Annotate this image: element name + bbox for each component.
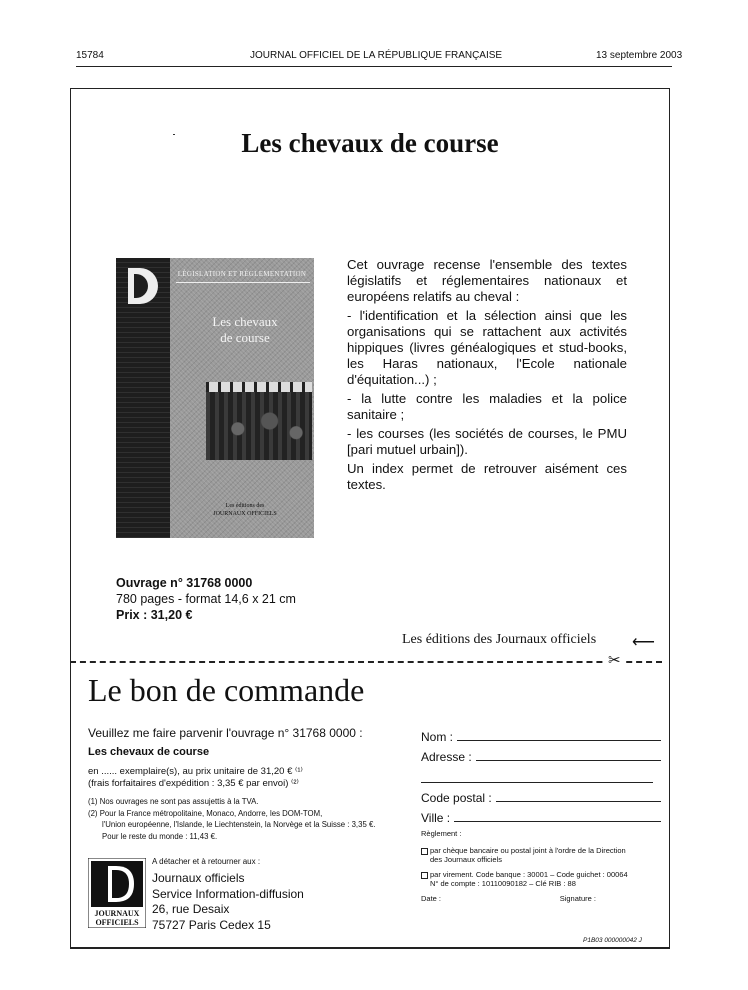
book-cover-title-line1: Les chevaux xyxy=(212,314,278,329)
code-postal-field[interactable] xyxy=(421,785,661,805)
description-index: Un index permet de retrouver aisément ces textes. xyxy=(347,461,627,492)
speck xyxy=(173,134,175,135)
payment-option-cheque[interactable] xyxy=(421,846,661,864)
cheque-checkbox[interactable] xyxy=(421,848,428,855)
date-label: Date : xyxy=(421,894,442,903)
book-format: 780 pages - format 14,6 x 21 cm xyxy=(116,592,296,606)
code-postal-label: Code postal : xyxy=(421,791,492,805)
book-cover-title xyxy=(180,314,310,346)
address-line-4: 75727 Paris Cedex 15 xyxy=(152,917,271,932)
description-item-identification: - l'identification et la sélection ainsi que les organisations qui se rattachent aux activités hippiques (livres généalogiques et stud-books, les Haras nationaux, l'Ecole nationale d'équitation...) ; xyxy=(347,308,627,387)
scissors-icon: ✂ xyxy=(608,652,621,669)
shipping-line: (frais forfaitaires d'expédition : 3,35 € par envoi) ⁽²⁾ xyxy=(88,778,299,789)
book-description xyxy=(347,257,627,496)
description-item-courses: - les courses (les sociétés de courses, le PMU [pari mutuel urbain]). xyxy=(347,426,627,457)
reference-number: Ouvrage n° 31768 0000 xyxy=(116,576,253,590)
arrow-left-icon: ⟵ xyxy=(632,634,655,651)
book-cover-publisher xyxy=(190,502,300,518)
journaux-officiels-logo xyxy=(88,858,146,928)
footnote-1: (1) Nos ouvrages ne sont pas assujettis à la TVA. xyxy=(88,797,259,806)
page-number: 15784 xyxy=(76,50,104,61)
nom-label: Nom : xyxy=(421,730,454,744)
publisher-credit: Les éditions des Journaux officiels xyxy=(402,632,597,647)
ville-input-line[interactable] xyxy=(454,821,661,822)
header-rule xyxy=(76,66,672,67)
cheque-label-1: par chèque bancaire ou postal joint à l'ordre de la Direction xyxy=(430,846,626,855)
book-series-label: LÉGISLATION ET RÉGLEMENTATION xyxy=(177,270,307,278)
form-code: P1B03 000000042 J xyxy=(583,937,642,944)
description-intro: Cet ouvrage recense l'ensemble des textes législatifs et réglementaires nationaux et européens relatifs au cheval : xyxy=(347,257,627,304)
return-address xyxy=(152,871,304,933)
virement-label-1: par virement. Code banque : 30001 – Code guichet : 00064 xyxy=(430,870,628,879)
logo-text-line1: JOURNAUX xyxy=(94,909,140,918)
description-item-maladies: - la lutte contre les maladies et la police sanitaire ; xyxy=(347,391,627,422)
footnote-2: (2) Pour la France métropolitaine, Monaco, Andorre, les DOM-TOM, xyxy=(88,808,323,818)
book-series-rule xyxy=(176,282,310,283)
code-postal-input-line[interactable] xyxy=(496,801,661,802)
detach-instruction: A détacher et à retourner aux : xyxy=(152,857,261,866)
signature-label: Signature : xyxy=(559,894,596,903)
ville-field[interactable] xyxy=(421,805,661,825)
footnote-2-cont: l'Union européenne, l'Islande, le Liechtenstein, la Norvège et la Suisse : 3,35 €. xyxy=(102,820,376,829)
book-publisher-line1: Les éditions des xyxy=(225,503,265,509)
book-publisher-line2: JOURNAUX OFFICIELS xyxy=(213,511,277,517)
quantity-line[interactable]: en ...... exemplaire(s), au prix unitaire de 31,20 € ⁽¹⁾ xyxy=(88,766,303,777)
order-request: Veuillez me faire parvenir l'ouvrage n° 31768 0000 : xyxy=(88,726,363,740)
virement-label-2: N° de compte : 10110090182 – Clé RIB : 88 xyxy=(430,879,576,888)
date-signature-row xyxy=(421,894,596,903)
adresse-field[interactable] xyxy=(421,744,661,764)
order-form-right xyxy=(421,724,661,903)
order-form-title: Le bon de commande xyxy=(88,672,365,708)
adresse-input-line[interactable] xyxy=(476,760,661,761)
adresse-extra-line[interactable] xyxy=(421,764,653,783)
address-line-1: Journaux officiels xyxy=(152,871,245,885)
address-line-2: Service Information-diffusion xyxy=(152,886,304,901)
virement-checkbox[interactable] xyxy=(421,872,428,879)
journal-title: JOURNAL OFFICIEL DE LA RÉPUBLIQUE FRANÇAISE xyxy=(250,50,503,61)
book-reference xyxy=(116,575,296,623)
ville-label: Ville : xyxy=(421,811,451,825)
nom-field[interactable] xyxy=(421,724,661,744)
footnotes xyxy=(88,796,418,842)
logo-text-line2: OFFICIELS xyxy=(95,918,139,927)
issue-date: 13 septembre 2003 xyxy=(596,50,683,61)
nom-input-line[interactable] xyxy=(457,740,661,741)
book-photo-strip xyxy=(206,382,312,392)
ad-title: Les chevaux de course xyxy=(241,128,499,158)
footnote-2-rest: Pour le reste du monde : 11,43 €. xyxy=(102,831,218,841)
cheque-label-2: des Journaux officiels xyxy=(430,855,502,864)
payment-option-virement[interactable] xyxy=(421,870,661,888)
book-cover-title-line2: de course xyxy=(220,330,270,345)
book-price: Prix : 31,20 € xyxy=(116,608,193,622)
reglement-label: Règlement : xyxy=(421,829,462,838)
address-line-3: 26, rue Desaix xyxy=(152,902,230,916)
order-book-title: Les chevaux de course xyxy=(88,746,210,758)
order-form-left xyxy=(88,726,418,842)
adresse-label: Adresse : xyxy=(421,750,472,764)
book-cover-photo xyxy=(206,382,312,460)
bottom-rule xyxy=(70,948,670,949)
cut-line xyxy=(70,661,662,663)
